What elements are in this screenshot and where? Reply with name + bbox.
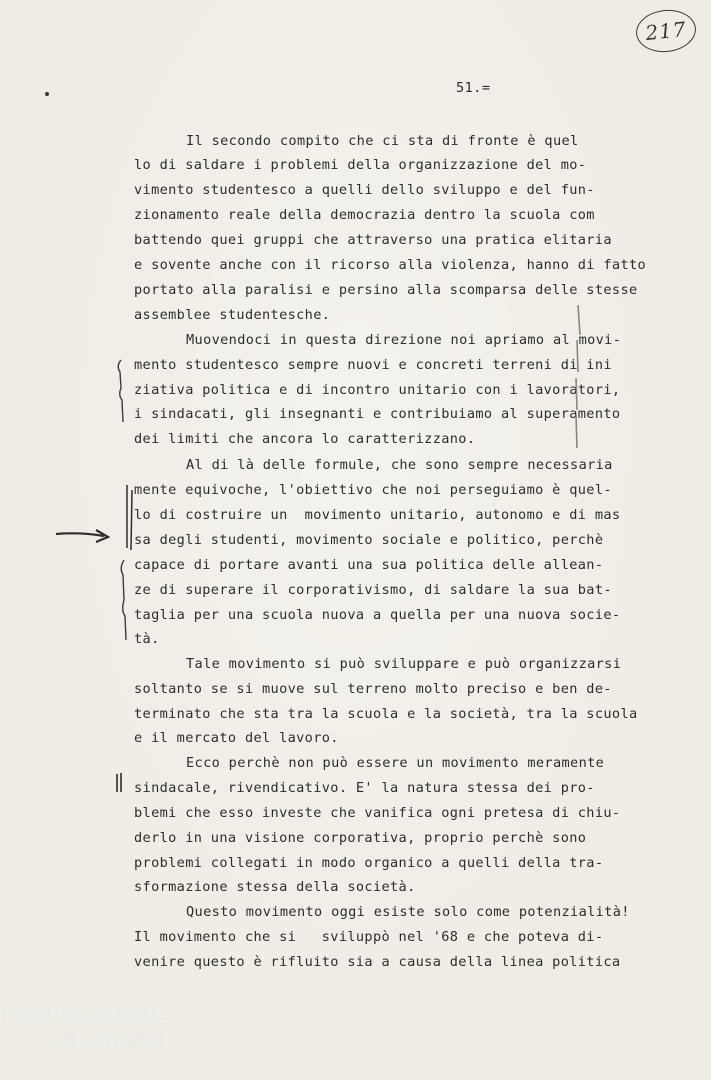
text-line: e sovente anche con il ricorso alla violenza, hanno di fatto [134,257,647,273]
text-line: Il secondo compito che ci sta di fronte è quel [186,133,579,149]
text-line: i sindacati, gli insegnanti e contribuiamo al superamento [134,406,621,422]
text-line: terminato che sta tra la scuola e la società, tra la scuola [134,706,638,722]
text-line: sformazione stessa della società. [134,879,416,895]
text-line: e il mercato del lavoro. [134,730,339,746]
text-line: Al di là delle formule, che sono sempre necessaria [186,457,613,473]
archive-number: 217 [644,16,688,46]
watermark-line-1: FONDAZIONE [4,1004,171,1028]
text-line: sindacale, rivendicativo. E' la natura stessa dei pro- [134,780,595,796]
page-number: 51.= [456,80,491,96]
margin-double-bar-mark [127,485,132,550]
text-line: mente equivoche, l'obiettivo che noi perseguiamo è quel- [134,482,612,498]
text-line: Questo movimento oggi esiste solo come potenzialità! [186,904,630,920]
text-line: assemblee studentesche. [134,307,331,323]
text-line: vimento studentesco a quelli dello sviluppo e del fun- [134,182,595,198]
text-line: soltanto se si muove sul terreno molto preciso e ben de- [134,681,612,697]
margin-arrow-mark [56,530,108,542]
text-line: derlo in una visione corporativa, proprio perchè sono [134,830,587,846]
text-line: blemi che esso investe che vanifica ogni pretesa di chiu- [134,805,621,821]
text-line: Ecco perchè non può essere un movimento meramente [186,755,605,771]
text-line: capace di portare avanti una sua politica delle allean- [134,557,604,573]
text-line: ze di superare il corporativismo, di saldare la sua bat- [134,582,612,598]
text-line: ziativa politica e di incontro unitario con i lavoratori, [134,382,621,398]
text-line: lo di costruire un movimento unitario, autonomo e di mas [134,507,621,523]
margin-bracket-mark [118,360,123,422]
text-line: problemi collegati in modo organico a quelli della tra- [134,855,604,871]
text-line: sa degli studenti, movimento sociale e politico, perchè [134,532,604,548]
margin-double-bar-mark [117,773,121,792]
text-line: dei limiti che ancora lo caratterizzano. [134,431,476,447]
text-line: battendo quei gruppi che attraverso una pratica elitaria [134,232,612,248]
text-line: venire questo è rifluito sia a causa della linea politica [134,954,621,970]
text-line: lo di saldare i problemi della organizzazione del mo- [134,157,587,173]
text-line: portato alla paralisi e persino alla scomparsa delle stesse [134,282,638,298]
watermark-line-2: GRAMSCI [56,1030,172,1054]
text-line: mento studentesco sempre nuovi e concreti terreni di ini [134,357,612,373]
text-line: taglia per una scuola nuova a quella per una nuova socie- [134,607,621,623]
margin-bracket-mark [121,560,126,640]
text-line: Tale movimento si può sviluppare e può organizzarsi [186,656,622,672]
pencil-vertical-line [576,305,580,448]
text-line: Il movimento che si sviluppò nel '68 e che poteva di- [134,929,604,945]
text-line: Muovendoci in questa direzione noi apriamo al movi- [186,332,622,348]
fondazione-gramsci-watermark [4,1003,172,1055]
text-line: zionamento reale della democrazia dentro la scuola com [134,207,595,223]
text-line: tà. [134,631,160,647]
